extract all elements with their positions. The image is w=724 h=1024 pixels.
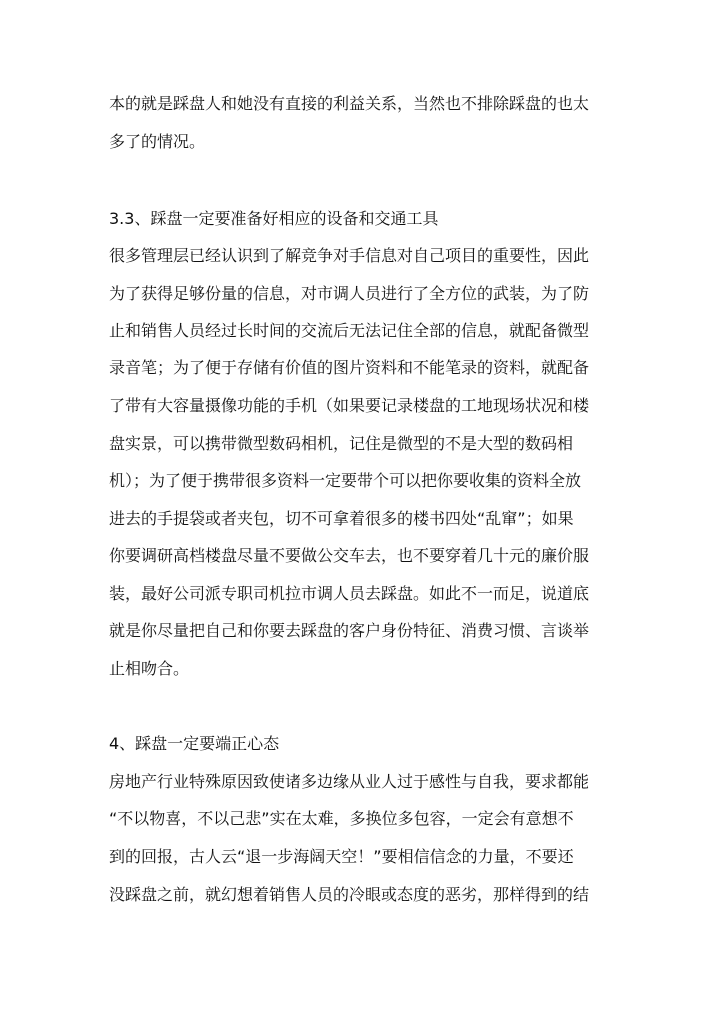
body-text-line: 到的回报，古人云“退一步海阔天空！”要相信信念的力量，不要还 [109, 847, 574, 866]
body-text-line: 机）；为了便于携带很多资料一定要带个可以把你要收集的资料全放 [109, 471, 582, 490]
body-text-line: 本的就是踩盘人和她没有直接的利益关系，当然也不排除踩盘的也太 [109, 94, 590, 113]
body-text-line: 就是你尽量把自己和你要去踩盘的客户身份特征、消费习惯、言谈举 [109, 621, 590, 640]
body-text-line: 进去的手提袋或者夹包，切不可拿着很多的楼书四处“乱窜”；如果 [109, 509, 574, 528]
body-text-line: 多了的情况。 [109, 132, 206, 151]
section-heading-3-3: 3.3、踩盘一定要准备好相应的设备和交通工具 [109, 209, 439, 228]
body-text-line: 没踩盘之前，就幻想着销售人员的冷眼或态度的恶劣，那样得到的结 [109, 885, 590, 904]
body-text-line: 止相吻合。 [109, 659, 190, 678]
body-text-line: 房地产行业特殊原因致使诸多边缘从业人过于感性与自我，要求都能 [109, 772, 590, 791]
body-text-line: 很多管理层已经认识到了解竞争对手信息对自己项目的重要性，因此 [109, 246, 590, 265]
body-text-line: “不以物喜，不以己悲”实在太难，多换位多包容，一定会有意想不 [109, 809, 574, 828]
body-text-line: 了带有大容量摄像功能的手机（如果要记录楼盘的工地现场状况和楼 [109, 396, 590, 415]
body-text-line: 为了获得足够份量的信息，对市调人员进行了全方位的武装，为了防 [109, 284, 590, 303]
section-heading-4: 4、踩盘一定要端正心态 [109, 734, 280, 753]
body-text-line: 止和销售人员经过长时间的交流后无法记住全部的信息，就配备微型 [109, 321, 590, 340]
body-text-line: 盘实景，可以携带微型数码相机，记住是微型的不是大型的数码相 [109, 434, 574, 453]
body-text-line: 你要调研高档楼盘尽量不要做公交车去，也不要穿着几十元的廉价服 [109, 546, 590, 565]
body-text-line: 录音笔；为了便于存储有价值的图片资料和不能笔录的资料，就配备 [109, 358, 590, 377]
body-text-line: 装，最好公司派专职司机拉市调人员去踩盘。如此不一而足，说道底 [109, 584, 590, 603]
